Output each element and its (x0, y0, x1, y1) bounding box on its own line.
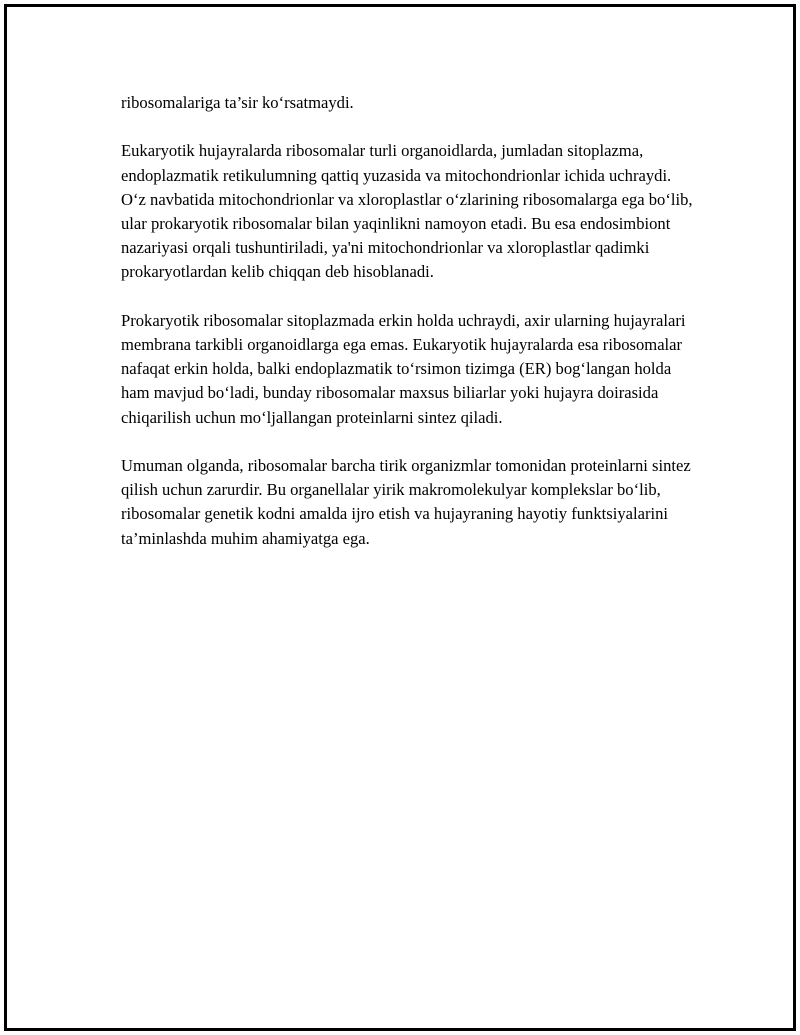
paragraph-4: Umuman olganda, ribosomalar barcha tirik organizmlar tomonidan proteinlarni sintez qilish uchun zarurdir. Bu organellalar yirik makromolekulyar komplekslar bo‘lib, ribosomalar genetik kodni amalda ijro etish va hujayraning hayotiy funktsiyalarini ta’minlashda muhim ahamiyatga ega. (121, 456, 691, 548)
paragraph-2: Eukaryotik hujayralarda ribosomalar turli organoidlarda, jumladan sitoplazma, endoplazmatik retikulumning qattiq yuzasida va mitochondrionlar ichida uchraydi. O‘z navbatida mitochondrionlar va xloroplastlar o‘zlarining ribosomalarga ega bo‘lib, ular prokaryotik ribosomalar bilan yaqinlikni namoyon etadi. Bu esa endosimbiont nazariyasi orqali tushuntiriladi, ya'ni mitochondrionlar va xloroplastlar qadimki prokaryotlardan kelib chiqqan deb hisoblanadi. (121, 141, 693, 282)
page-frame (4, 4, 796, 1031)
paragraph-1: ribosomalariga ta’sir ko‘rsatmaydi. (121, 93, 354, 112)
paragraph-3: Prokaryotik ribosomalar sitoplazmada erkin holda uchraydi, axir ularning hujayralari membrana tarkibli organoidlarga ega emas. Eukaryotik hujayralarda esa ribosomalar nafaqat erkin holda, balki endoplazmatik to‘rsimon tizimga (ER) bog‘langan holda ham mavjud bo‘ladi, bunday ribosomalar maxsus biliarlar yoki hujayra doirasida chiqarilish uchun mo‘ljallangan proteinlarni sintez qiladi. (121, 310, 686, 427)
document-body (121, 91, 695, 575)
